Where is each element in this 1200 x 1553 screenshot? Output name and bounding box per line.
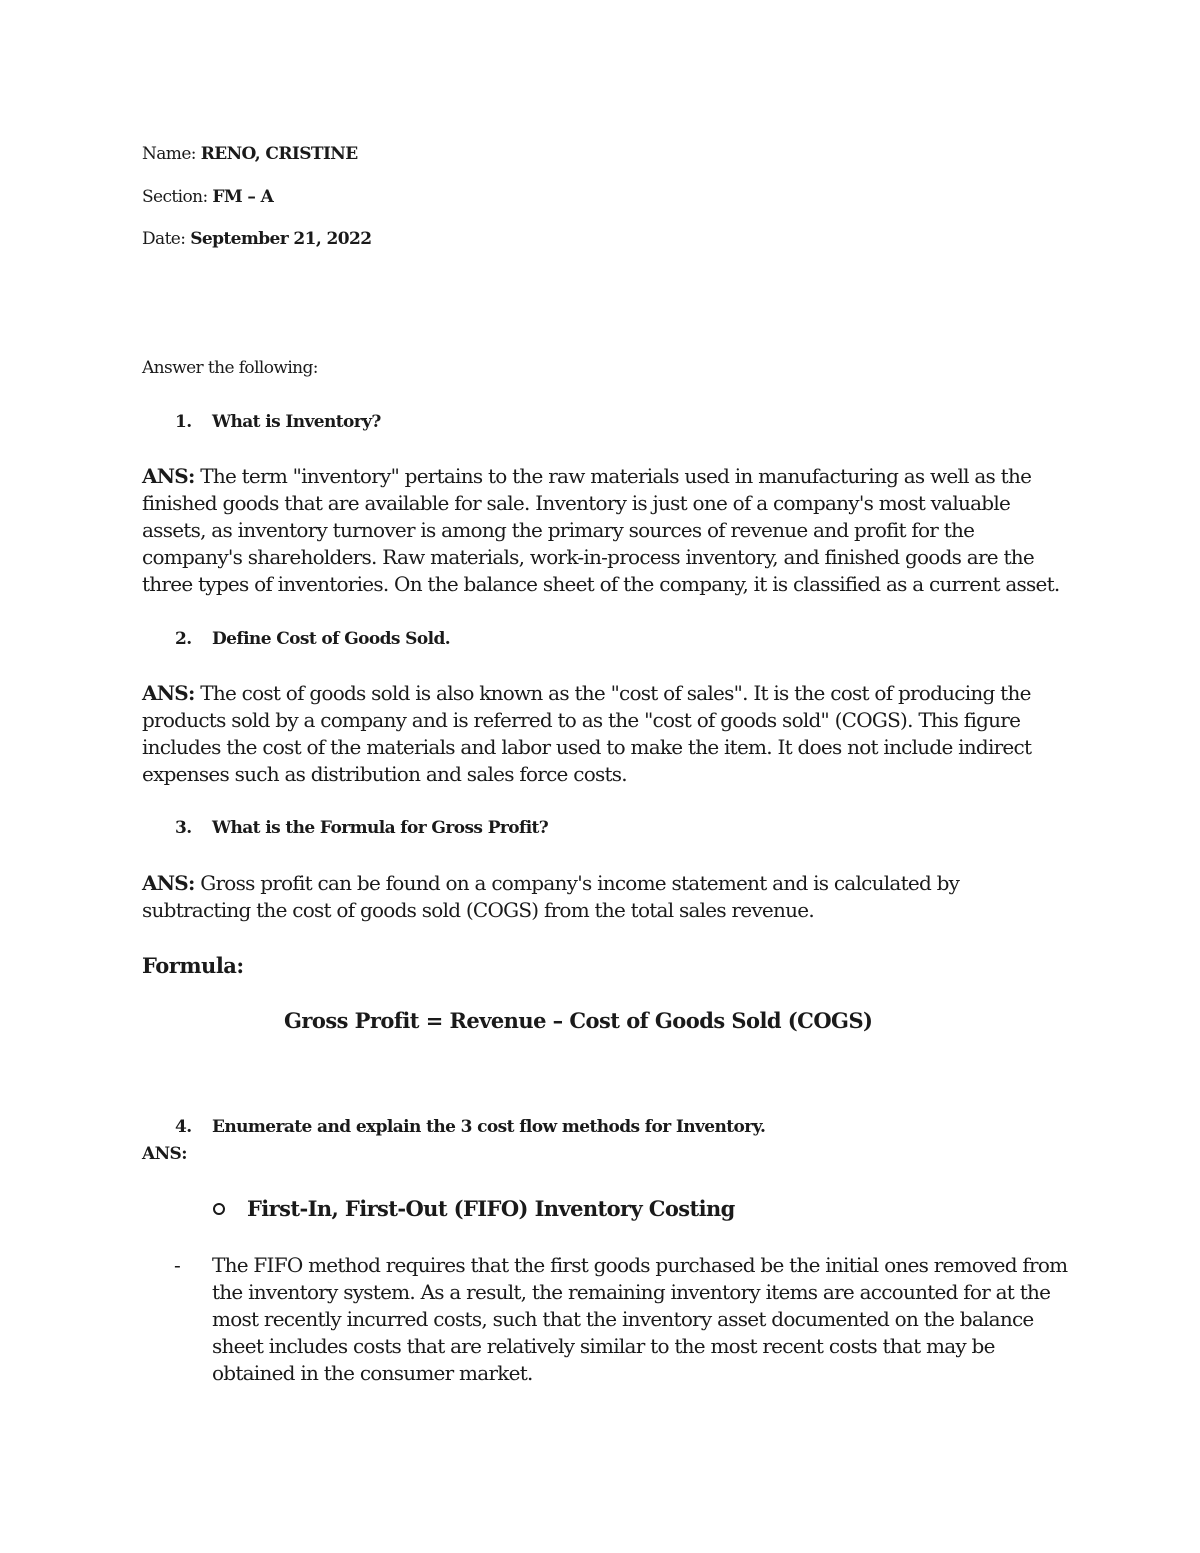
method-title: First-In, First-Out (FIFO) Inventory Costing (247, 1196, 735, 1221)
answer-paragraph (142, 870, 1002, 924)
answer-text: The term "inventory" pertains to the raw materials used in manufacturing as well as the finished goods that are available for sale. Inventory is just one of a company's most valuable assets, as inventory turnover is among the primary sources of revenue and profit for the company's shareholders. Raw materials, work-in-process inventory, and finished goods are the three types of inventories. On the balance sheet of the company, it is classified as a current asset. (142, 464, 1060, 596)
question-title: What is the Formula for Gross Profit? (212, 818, 549, 838)
date-label: Date: (142, 229, 186, 249)
answer-text: The cost of goods sold is also known as the "cost of sales". It is the cost of producing the products sold by a company and is referred to as the "cost of goods sold" (COGS). This figure includes the cost of the materials and labor used to make the item. It does not include indirect expenses such as distribution and sales force costs. (142, 681, 1032, 786)
method-description-text: The FIFO method requires that the first goods purchased be the initial ones removed from the inventory system. As a result, the remaining inventory items are accounted for at the most recently incurred costs, such that the inventory asset documented on the balance sheet includes costs that are relatively similar to the most recent costs that may be obtained in the consumer market. (212, 1253, 1068, 1385)
ans-label: ANS: (142, 871, 195, 895)
section-label: Section: (142, 187, 208, 207)
question-title: Enumerate and explain the 3 cost flow methods for Inventory. (212, 1117, 766, 1137)
circle-bullet-icon (213, 1203, 225, 1215)
section-value: FM – A (212, 187, 274, 207)
question-number: 4. (175, 1117, 192, 1137)
question-number: 3. (175, 818, 192, 838)
instructions: Answer the following: (142, 358, 318, 378)
method-description (212, 1252, 1072, 1387)
date-line (142, 229, 371, 249)
name-line (142, 144, 358, 164)
section-line (142, 187, 273, 207)
answer-text: Gross profit can be found on a company's income statement and is calculated by subtracting the cost of goods sold (COGS) from the total sales revenue. (142, 871, 960, 922)
name-value: RENO, CRISTINE (200, 144, 358, 164)
name-label: Name: (142, 144, 196, 164)
question-number: 1. (175, 412, 192, 432)
question-title: What is Inventory? (212, 412, 381, 432)
ans-label: ANS: (142, 464, 195, 488)
ans-label: ANS: (142, 1144, 187, 1164)
answer-paragraph (142, 680, 1072, 788)
gross-profit-formula: Gross Profit = Revenue – Cost of Goods Sold (COGS) (284, 1008, 873, 1033)
ans-label: ANS: (142, 681, 195, 705)
date-value: September 21, 2022 (190, 229, 372, 249)
question-number: 2. (175, 629, 192, 649)
formula-label: Formula: (142, 953, 244, 978)
answer-paragraph (142, 463, 1072, 598)
question-title: Define Cost of Goods Sold. (212, 629, 451, 649)
dash-bullet: - (174, 1253, 181, 1277)
